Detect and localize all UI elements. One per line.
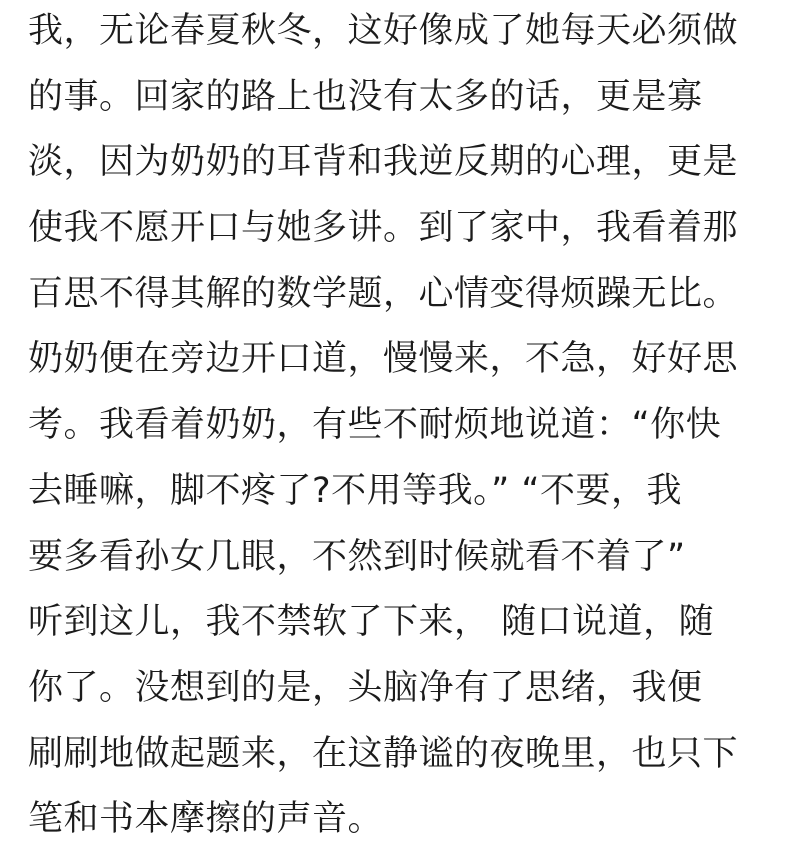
text-line: 的事。回家的路上也没有太多的话，更是寡 — [28, 76, 703, 117]
text-line: 听到这儿，我不禁软了下来， 随口说道，随 — [28, 602, 715, 643]
text-line: 考。我看着奶奶，有些不耐烦地说道：“你快 — [28, 405, 722, 446]
text-line: 刷刷地做起题来，在这静谧的夜晚里，也只下 — [28, 733, 739, 774]
text-line: 百思不得其解的数学题，心情变得烦躁无比。 — [28, 273, 739, 314]
text-line: 要多看孙女几眼，不然到时候就看不着了” — [28, 536, 686, 577]
text-line: 奶奶便在旁边开口道，慢慢来，不急，好好思 — [28, 339, 739, 380]
text-line: 淡，因为奶奶的耳背和我逆反期的心理，更是 — [28, 142, 739, 183]
text-line: 笔和书本摩擦的声音。 — [28, 799, 384, 840]
article-text — [28, 11, 788, 851]
text-line: 去睡嘛，脚不疼了?不用等我。” “不要，我 — [28, 470, 682, 511]
text-line: 我，无论春夏秋冬，这好像成了她每天必须做 — [28, 11, 739, 51]
text-line: 使我不愿开口与她多讲。到了家中，我看着那 — [28, 208, 739, 249]
text-line: 你了。没想到的是，头脑净有了思绪，我便 — [28, 667, 703, 708]
